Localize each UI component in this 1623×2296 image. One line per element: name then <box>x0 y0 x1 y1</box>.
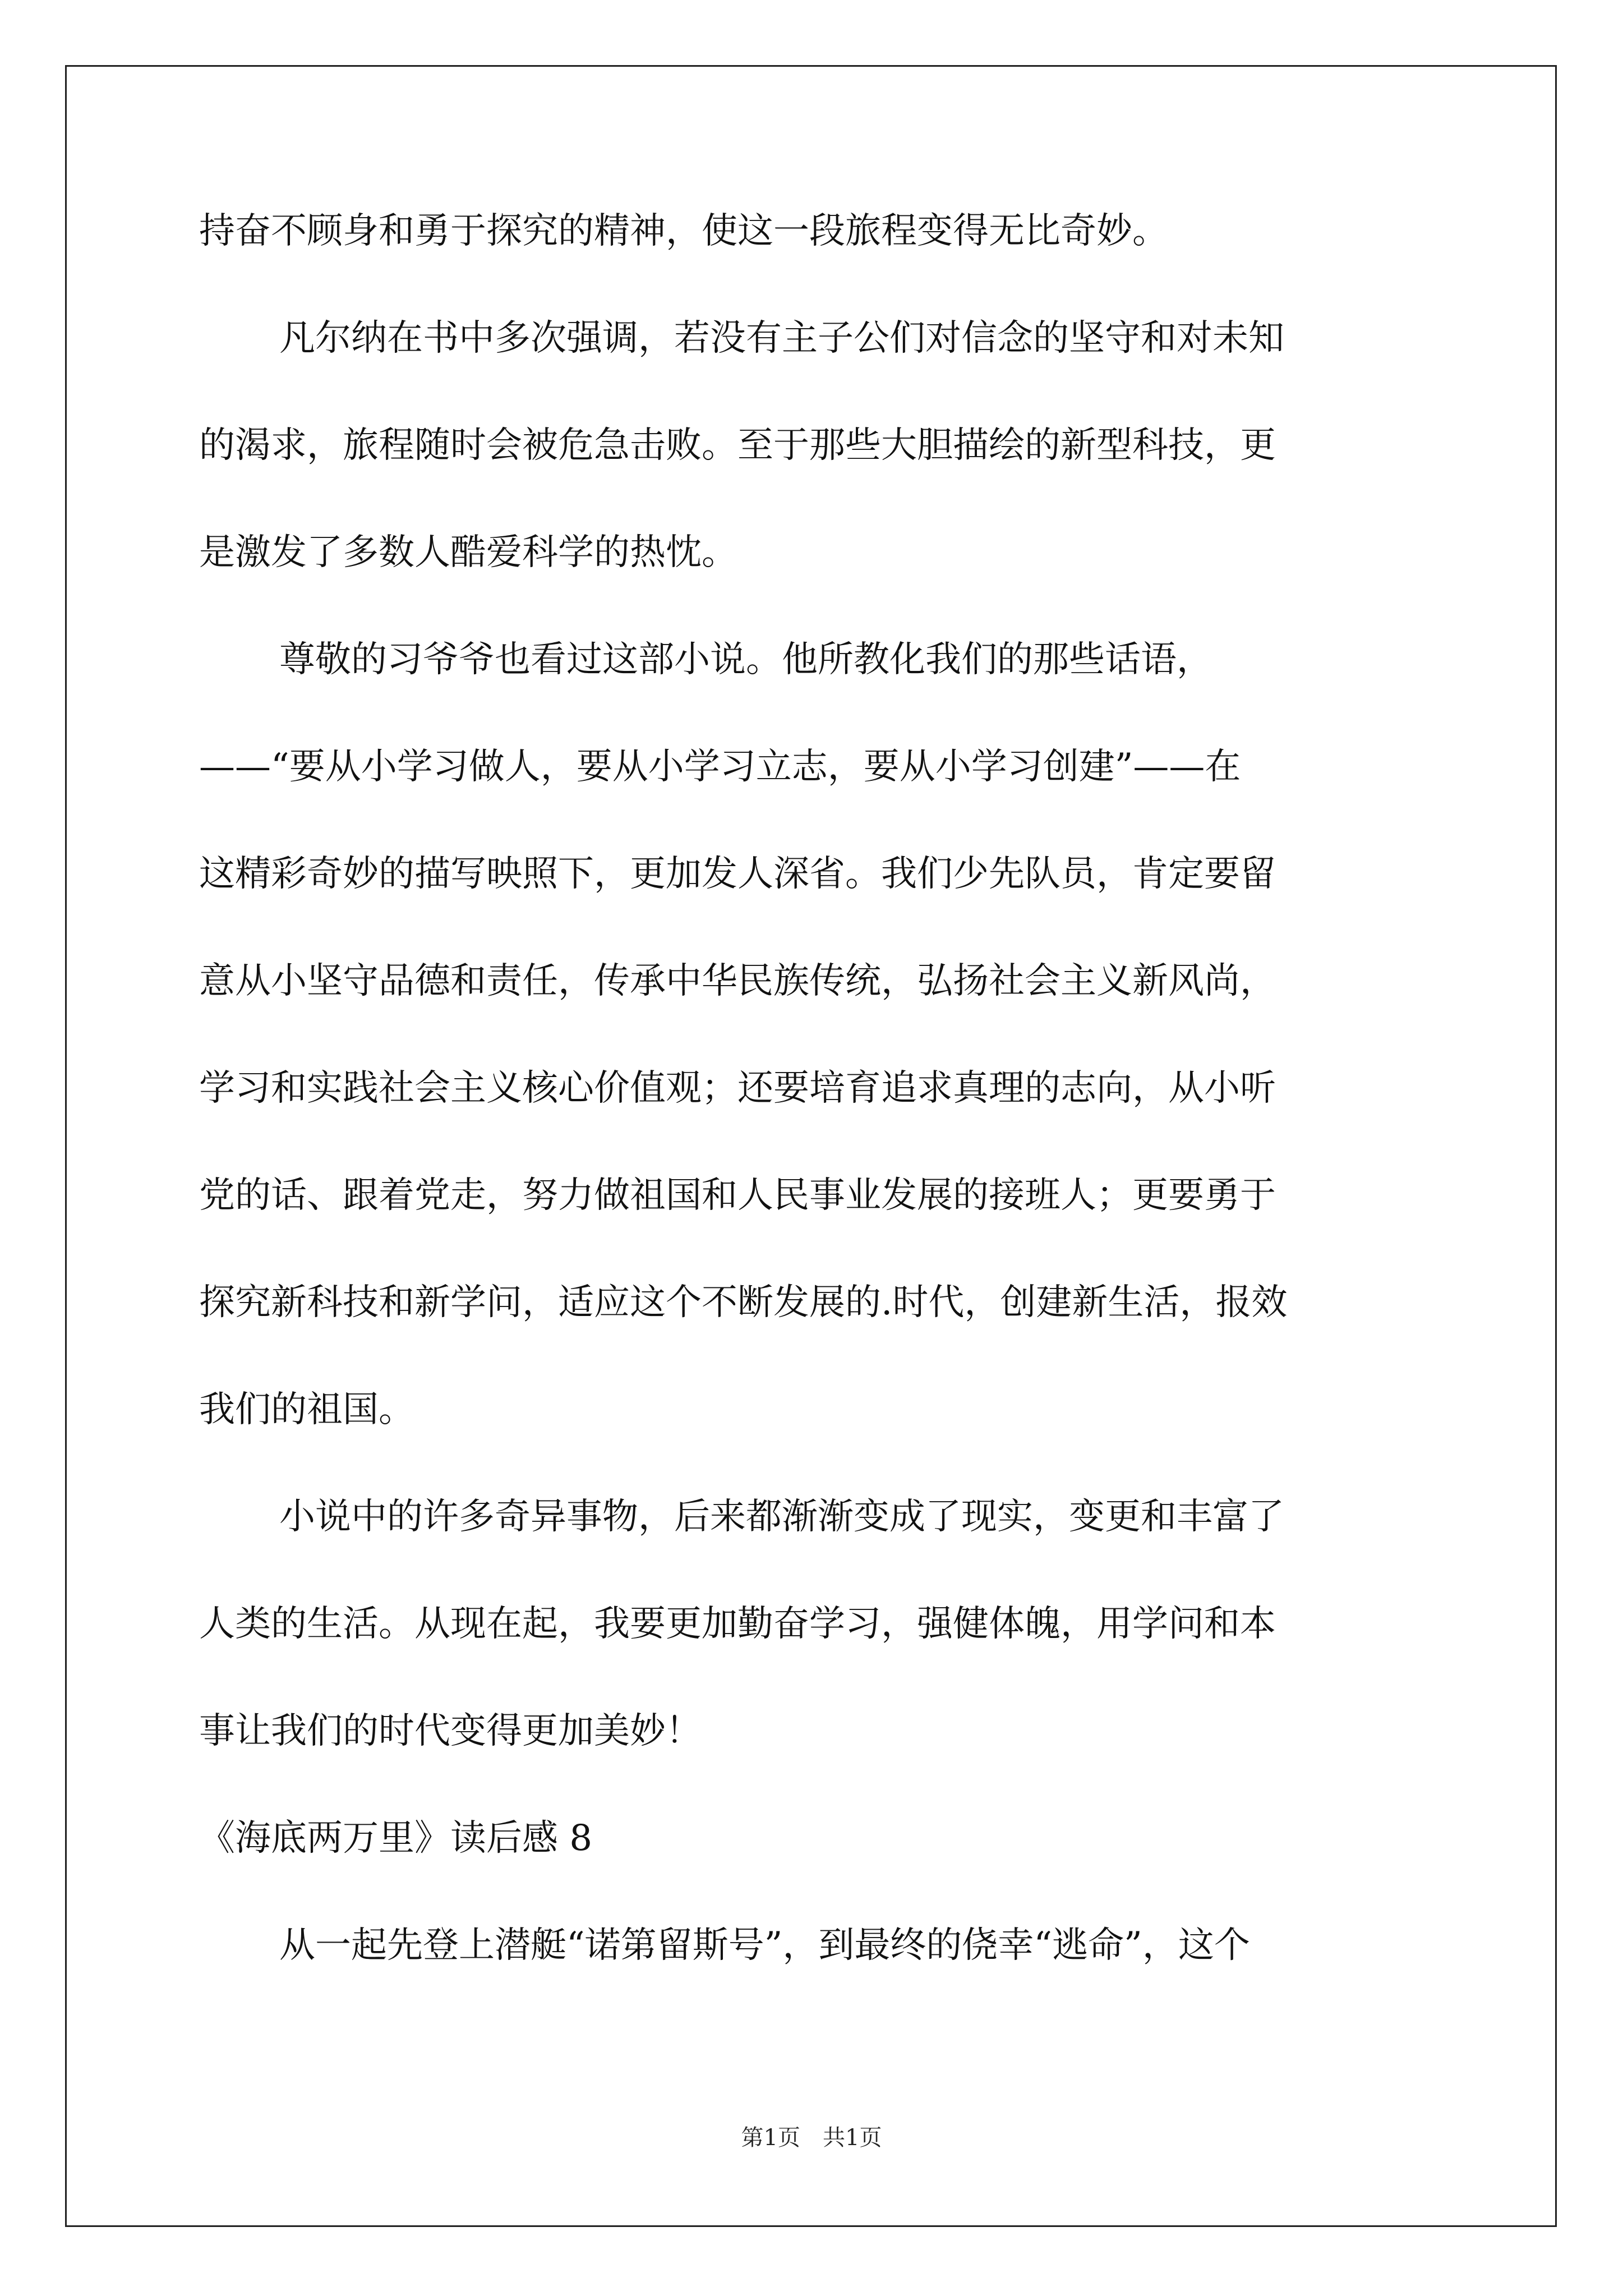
text-line: 事让我们的时代变得更加美妙！ <box>199 1710 702 1752</box>
text-line: 意从小坚守品德和责任，传承中华民族传统，弘扬社会主义新风尚， <box>199 960 1276 1002</box>
text-line: 持奋不顾身和勇于探究的精神，使这一段旅程变得无比奇妙。 <box>199 210 1168 252</box>
text-line: 是激发了多数人酷爱科学的热忱。 <box>199 532 737 573</box>
text-line: 小说中的许多奇异事物，后来都渐渐变成了现实，变更和丰富了 <box>279 1496 1284 1538</box>
page-footer: 第1页 共1页 <box>741 2125 882 2151</box>
text-line: 党的话、跟着党走，努力做祖国和人民事业发展的接班人；更要勇于 <box>199 1175 1276 1216</box>
text-line: 学习和实践社会主义核心价值观；还要培育追求真理的志向，从小听 <box>199 1068 1276 1109</box>
text-line: 的渴求，旅程随时会被危急击败。至于那些大胆描绘的新型科技，更 <box>199 425 1276 466</box>
text-line: 探究新科技和新学问，适应这个不断发展的.时代，创建新生活，报效 <box>199 1282 1288 1323</box>
text-line: 尊敬的习爷爷也看过这部小说。他所教化我们的那些话语， <box>279 639 1212 680</box>
text-line: 凡尔纳在书中多次强调，若没有主子公们对信念的坚守和对未知 <box>279 318 1284 359</box>
text-line: 这精彩奇妙的描写映照下，更加发人深省。我们少先队员，肯定要留 <box>199 853 1276 895</box>
text-line: ——“要从小学习做人，要从小学习立志，要从小学习创建”——在 <box>199 746 1241 788</box>
text-line: 我们的祖国。 <box>199 1389 414 1430</box>
document-body <box>199 210 1427 2035</box>
text-line: 从一起先登上潜艇“诺第留斯号”，到最终的侥幸“逃命”，这个 <box>279 1925 1250 1966</box>
section-heading: 《海底两万里》读后感 8 <box>199 1818 593 1859</box>
text-line: 人类的生活。从现在起，我要更加勤奋学习，强健体魄，用学问和本 <box>199 1603 1276 1645</box>
